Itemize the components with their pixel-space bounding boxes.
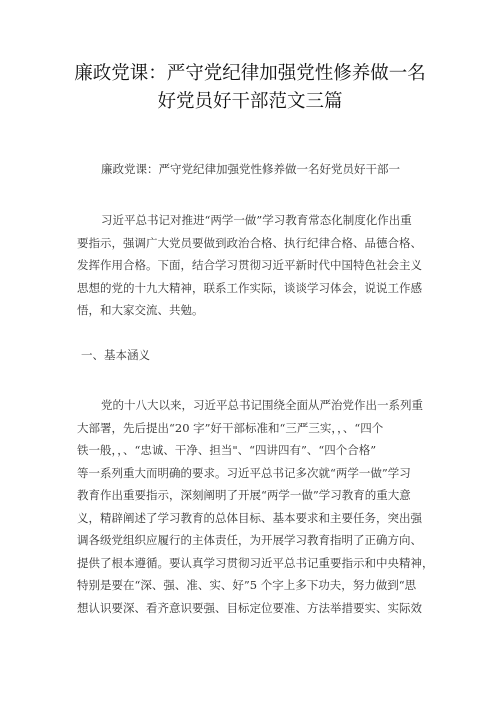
document-title	[60, 60, 440, 116]
paragraph-line: 习近平总书记对推进“两学一做”学习教育常态化制度化作出重	[101, 213, 412, 227]
section-heading-text: 一、基本涵义	[81, 348, 150, 362]
paragraph-line: 思想的党的十九大精神，联系工作实际，谈谈学习体会，说说工作感	[77, 280, 422, 295]
paragraph-line: 等一系列重大而明确的要求。习近平总书记多次就“两学一做”学习	[77, 465, 411, 480]
paragraph-line: 党的十八大以来，习近平总书记围绕全面从严治党作出一系列重	[101, 398, 423, 412]
paragraph-line: 调各级党组织应履行的主体责任，为开展学习教育指明了正确方向、	[77, 533, 422, 547]
paragraph-2	[77, 394, 434, 619]
paragraph-line: 义，精辟阐述了学习教育的总体目标、基本要求和主要任务，突出强	[77, 510, 422, 525]
paragraph-1	[77, 209, 422, 322]
document-subtitle	[91, 158, 421, 181]
title-line-1: 廉政党课：严守党纪律加强党性修养做一名	[74, 63, 426, 84]
paragraph-line: 特别是要在“深、强、准、实、好”5 个字上多下功夫，努力做到“思	[77, 578, 417, 592]
paragraph-line: 提供了根本遵循。要认真学习贯彻习近平总书记重要指示和中央精神，	[77, 555, 434, 570]
paragraph-line: 要指示，强调广大党员要做到政治合格、执行纪律合格、品德合格、	[77, 235, 422, 250]
paragraph-line: 悟，和大家交流、共勉。	[77, 303, 204, 317]
section-heading-1	[81, 344, 421, 367]
paragraph-line: 教育作出重要指示，深刻阐明了开展“两学一做”学习教育的重大意	[77, 488, 411, 502]
paragraph-line: 发挥作用合格。下面，结合学习贯彻习近平新时代中国特色社会主义	[77, 258, 422, 272]
paragraph-line: 铁一般，，、“忠诚、干净、担当"、“四讲四有”、“四个合格”	[77, 443, 377, 457]
subtitle-line: 廉政党课：严守党纪律加强党性修养做一名好党员好干部一	[101, 162, 400, 176]
title-line-2: 好党员好干部范文三篇	[157, 91, 343, 112]
paragraph-line: 大部署，先后提出“20 字”好干部标准和“三严三实，，、“四个	[77, 420, 384, 435]
paragraph-line: 想认识要深、看齐意识要强、目标定位要准、方法举措要实、实际效	[77, 600, 422, 615]
